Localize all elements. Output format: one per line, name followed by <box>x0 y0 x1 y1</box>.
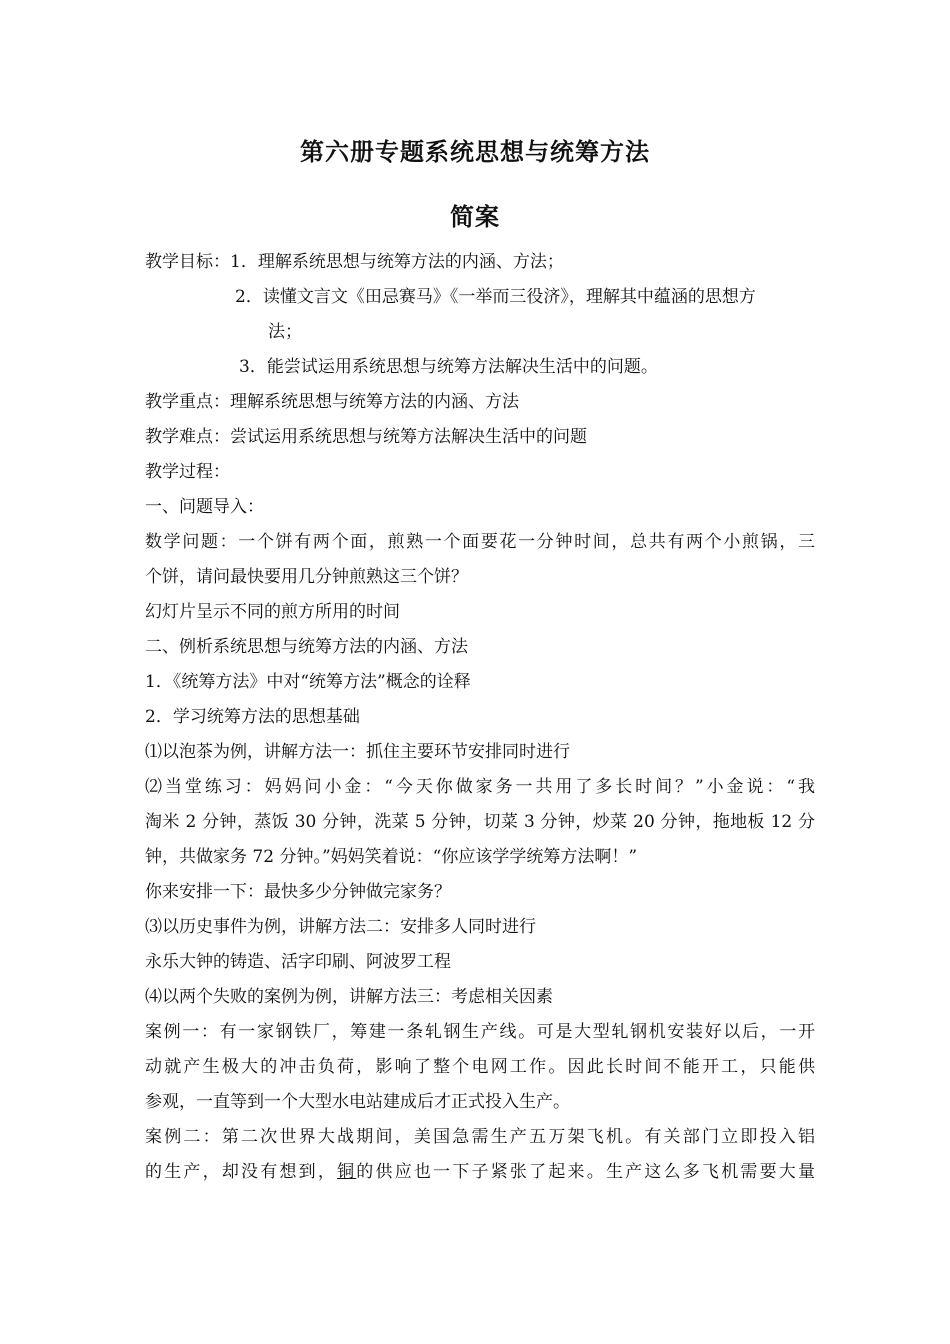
section-heading-1: 一、问题导入： <box>145 497 264 517</box>
sub-item-3-examples: 永乐大钟的铸造、活字印刷、阿波罗工程 <box>145 952 451 972</box>
math-problem-line-1: 数学问题：一个饼有两个面，煎熟一个面要花一分钟时间，总共有两个小煎锅，三 <box>145 532 815 552</box>
case-2-text-pre: 的生产，却没有想到， <box>145 1162 338 1182</box>
sub-item-2-line-1: ⑵当堂练习：妈妈问小金：“今天你做家务一共用了多长时间？”小金说：“我 <box>145 777 815 797</box>
objectives-label: 教学目标： <box>145 252 230 272</box>
case-2-text-post: 的供应也一下子紧张了起来。生产这么多飞机需要大量 <box>356 1162 816 1182</box>
process-label: 教学过程： <box>145 462 230 482</box>
section-heading-2: 二、例析系统思想与统筹方法的内涵、方法 <box>145 637 468 657</box>
objective-1: 1．理解系统思想与统筹方法的内涵、方法； <box>230 252 564 272</box>
document-title: 第六册专题系统思想与统筹方法 <box>300 138 650 166</box>
sub-item-2-line-3: 钟，共做家务 72 分钟。”妈妈笑着说：“你应该学学统筹方法啊！” <box>145 847 638 867</box>
case-1-line-3: 参观，一直等到一个大型水电站建成后才正式投入生产。 <box>145 1092 570 1112</box>
slide-note: 幻灯片呈示不同的煎方所用的时间 <box>145 602 400 622</box>
case-2-line-1: 案例二：第二次世界大战期间，美国急需生产五万架飞机。有关部门立即投入铝 <box>145 1127 815 1147</box>
sub-item-2-question: 你来安排一下：最快多少分钟做完家务？ <box>145 882 451 902</box>
document-body <box>145 245 815 1190</box>
item-1: 1．《统筹方法》中对“统筹方法”概念的诠释 <box>145 672 471 692</box>
sub-item-1: ⑴以泡茶为例，讲解方法一：抓住主要环节安排同时进行 <box>145 742 570 762</box>
case-1-line-1: 案例一：有一家钢铁厂，筹建一条轧钢生产线。可是大型轧钢机安装好以后，一开 <box>145 1022 815 1042</box>
math-problem-line-2: 个饼，请问最快要用几分钟煎熟这三个饼？ <box>145 567 468 587</box>
sub-item-2-line-2: 淘米 2 分钟，蒸饭 30 分钟，洗菜 5 分钟，切菜 3 分钟，炒菜 20 分钟，拖地板 12 分 <box>145 812 815 832</box>
objective-3: 3．能尝试运用系统思想与统筹方法解决生活中的问题。 <box>239 357 658 377</box>
key-point: 教学重点：理解系统思想与统筹方法的内涵、方法 <box>145 392 519 412</box>
sub-item-4: ⑷以两个失败的案例为例，讲解方法三：考虑相关因素 <box>145 987 553 1007</box>
item-2: 2．学习统筹方法的思想基础 <box>145 707 360 727</box>
difficulty: 教学难点：尝试运用系统思想与统筹方法解决生活中的问题 <box>145 427 587 447</box>
document-subtitle: 简案 <box>450 203 500 231</box>
sub-item-3: ⑶以历史事件为例，讲解方法二：安排多人同时进行 <box>145 917 536 937</box>
objectives-line-1 <box>145 245 815 280</box>
case-2-line-2 <box>145 1155 815 1190</box>
case-1-line-2: 动就产生极大的冲击负荷，影响了整个电网工作。因此长时间不能开工，只能供 <box>145 1057 815 1077</box>
objective-2-continued: 法； <box>268 322 302 342</box>
objective-2: 2．读懂文言文《田忌赛马》《一举而三役济》，理解其中蕴涵的思想方 <box>235 287 756 307</box>
underlined-word: 铜 <box>337 1162 357 1182</box>
